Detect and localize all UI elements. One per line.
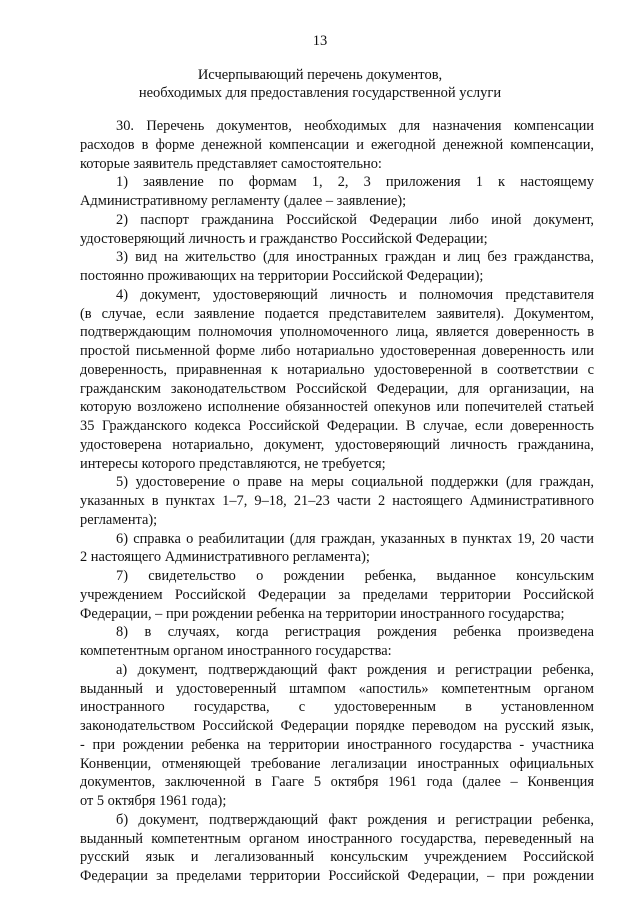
paragraph-line: 2 настоящего Административного регламента); (80, 549, 370, 566)
paragraph (80, 248, 594, 286)
paragraph-line: компетентным органом иностранного государства: (80, 643, 392, 659)
paragraph-line: - при рождении ребенка на территории иностранного государства - участника (80, 736, 594, 753)
paragraph-line: учреждением Российской Федерации за пределами территории Российской (80, 586, 594, 603)
paragraph (80, 211, 594, 249)
paragraph-line: Административному регламенту (далее – заявление); (80, 193, 407, 209)
paragraph (80, 623, 594, 661)
page-number: 13 (312, 33, 328, 49)
paragraph-line: удостоверена нотариально, документ, удостоверяющий личность гражданина, (80, 436, 594, 453)
document-body (80, 117, 594, 886)
paragraph (80, 811, 594, 886)
paragraph-line: иностранного государства, с удостоверенным в установленном (80, 699, 594, 716)
paragraph-line: (в случае, если заявление подается представителем заявителя). Документом, (80, 305, 594, 322)
paragraph-line: которую возложено исполнение обязанностей опекунов или попечителей статьей (80, 399, 594, 416)
paragraph-line: 3) вид на жительство (для иностранных граждан и лиц без гражданства, (116, 249, 594, 266)
paragraph-line: выданный компетентным органом иностранного государства, переведенный на (80, 830, 594, 847)
paragraph (80, 173, 594, 211)
section-heading (60, 66, 580, 102)
paragraph-line: 8) в случаях, когда регистрация рождения ребенка произведена (116, 624, 594, 641)
paragraph-line: выданный и удостоверенный штампом «апостиль» компетентным органом (80, 680, 594, 697)
paragraph-line: интересы которого представляются, не требуется; (80, 455, 386, 472)
paragraph-line: 2) паспорт гражданина Российской Федерации либо иной документ, (116, 211, 594, 228)
paragraph-line: от 5 октября 1961 года); (80, 793, 227, 809)
section-heading-line-1: Исчерпывающий перечень документов, (197, 67, 443, 83)
paragraph-line: гражданским законодательством Российской Федерации, для организации, на (80, 380, 594, 397)
paragraph-line: документов, заключенной в Гааге 5 октября 1961 года (далее – Конвенция (80, 774, 594, 791)
paragraph-line: удостоверяющий личность и гражданство Российской Федерации; (80, 230, 488, 247)
paragraph (80, 117, 594, 173)
paragraph (80, 473, 594, 529)
section-heading-line-2: необходимых для предоставления государственной услуги (138, 85, 502, 101)
paragraph (80, 661, 594, 811)
paragraph-line: 7) свидетельство о рождении ребенка, выданное консульским (116, 568, 594, 584)
paragraph-line: доверенность, приравненная к нотариально удостоверенной в соответствии с (80, 361, 594, 378)
paragraph-line: Конвенции, отменяющей требование легализации иностранных официальных (80, 755, 594, 772)
paragraph-line: 4) документ, удостоверяющий личность и полномочия представителя (116, 286, 594, 303)
paragraph-line: 5) удостоверение о праве на меры социальной поддержки (для граждан, (116, 474, 594, 491)
paragraph-line: простой письменной форме либо нотариально удостоверенная доверенность или (80, 343, 594, 359)
paragraph-line: а) документ, подтверждающий факт рождения и регистрации ребенка, (116, 661, 594, 678)
paragraph-line: Федерации, – при рождении ребенка на территории иностранного государства; (80, 605, 565, 622)
paragraph-line: русский язык и легализованный консульским учреждением Российской (80, 849, 594, 866)
paragraph-line: расходов в форме денежной компенсации и ежегодной денежной компенсации, (80, 136, 594, 153)
paragraph-line: 35 Гражданского кодекса Российской Федерации. В случае, если доверенность (80, 418, 594, 434)
paragraph-line: регламента); (80, 511, 158, 528)
paragraph-line: 30. Перечень документов, необходимых для назначения компенсации (116, 118, 594, 134)
paragraph (80, 530, 594, 568)
paragraph (80, 567, 594, 623)
paragraph-line: постоянно проживающих на территории Российской Федерации); (80, 268, 484, 284)
paragraph-line: которые заявитель представляет самостоятельно: (80, 155, 382, 172)
paragraph-line: б) документ, подтверждающий факт рождения и регистрации ребенка, (116, 811, 594, 828)
paragraph-line: 6) справка о реабилитации (для граждан, указанных в пунктах 19, 20 части (116, 530, 594, 547)
paragraph-line: законодательством Российской Федерации порядке переводом на русский язык, (80, 718, 594, 734)
paragraph-line: 1) заявление по формам 1, 2, 3 приложения 1 к настоящему (116, 174, 594, 191)
paragraph-line: подтверждающим полномочия уполномоченного лица, является доверенность в (80, 324, 594, 341)
paragraph (80, 286, 594, 474)
paragraph-line: Федерации за пределами территории Российской Федерации, – при рождении (80, 868, 594, 884)
paragraph-line: указанных в пунктах 1–7, 9–18, 21–23 части 2 настоящего Административного (80, 493, 594, 509)
